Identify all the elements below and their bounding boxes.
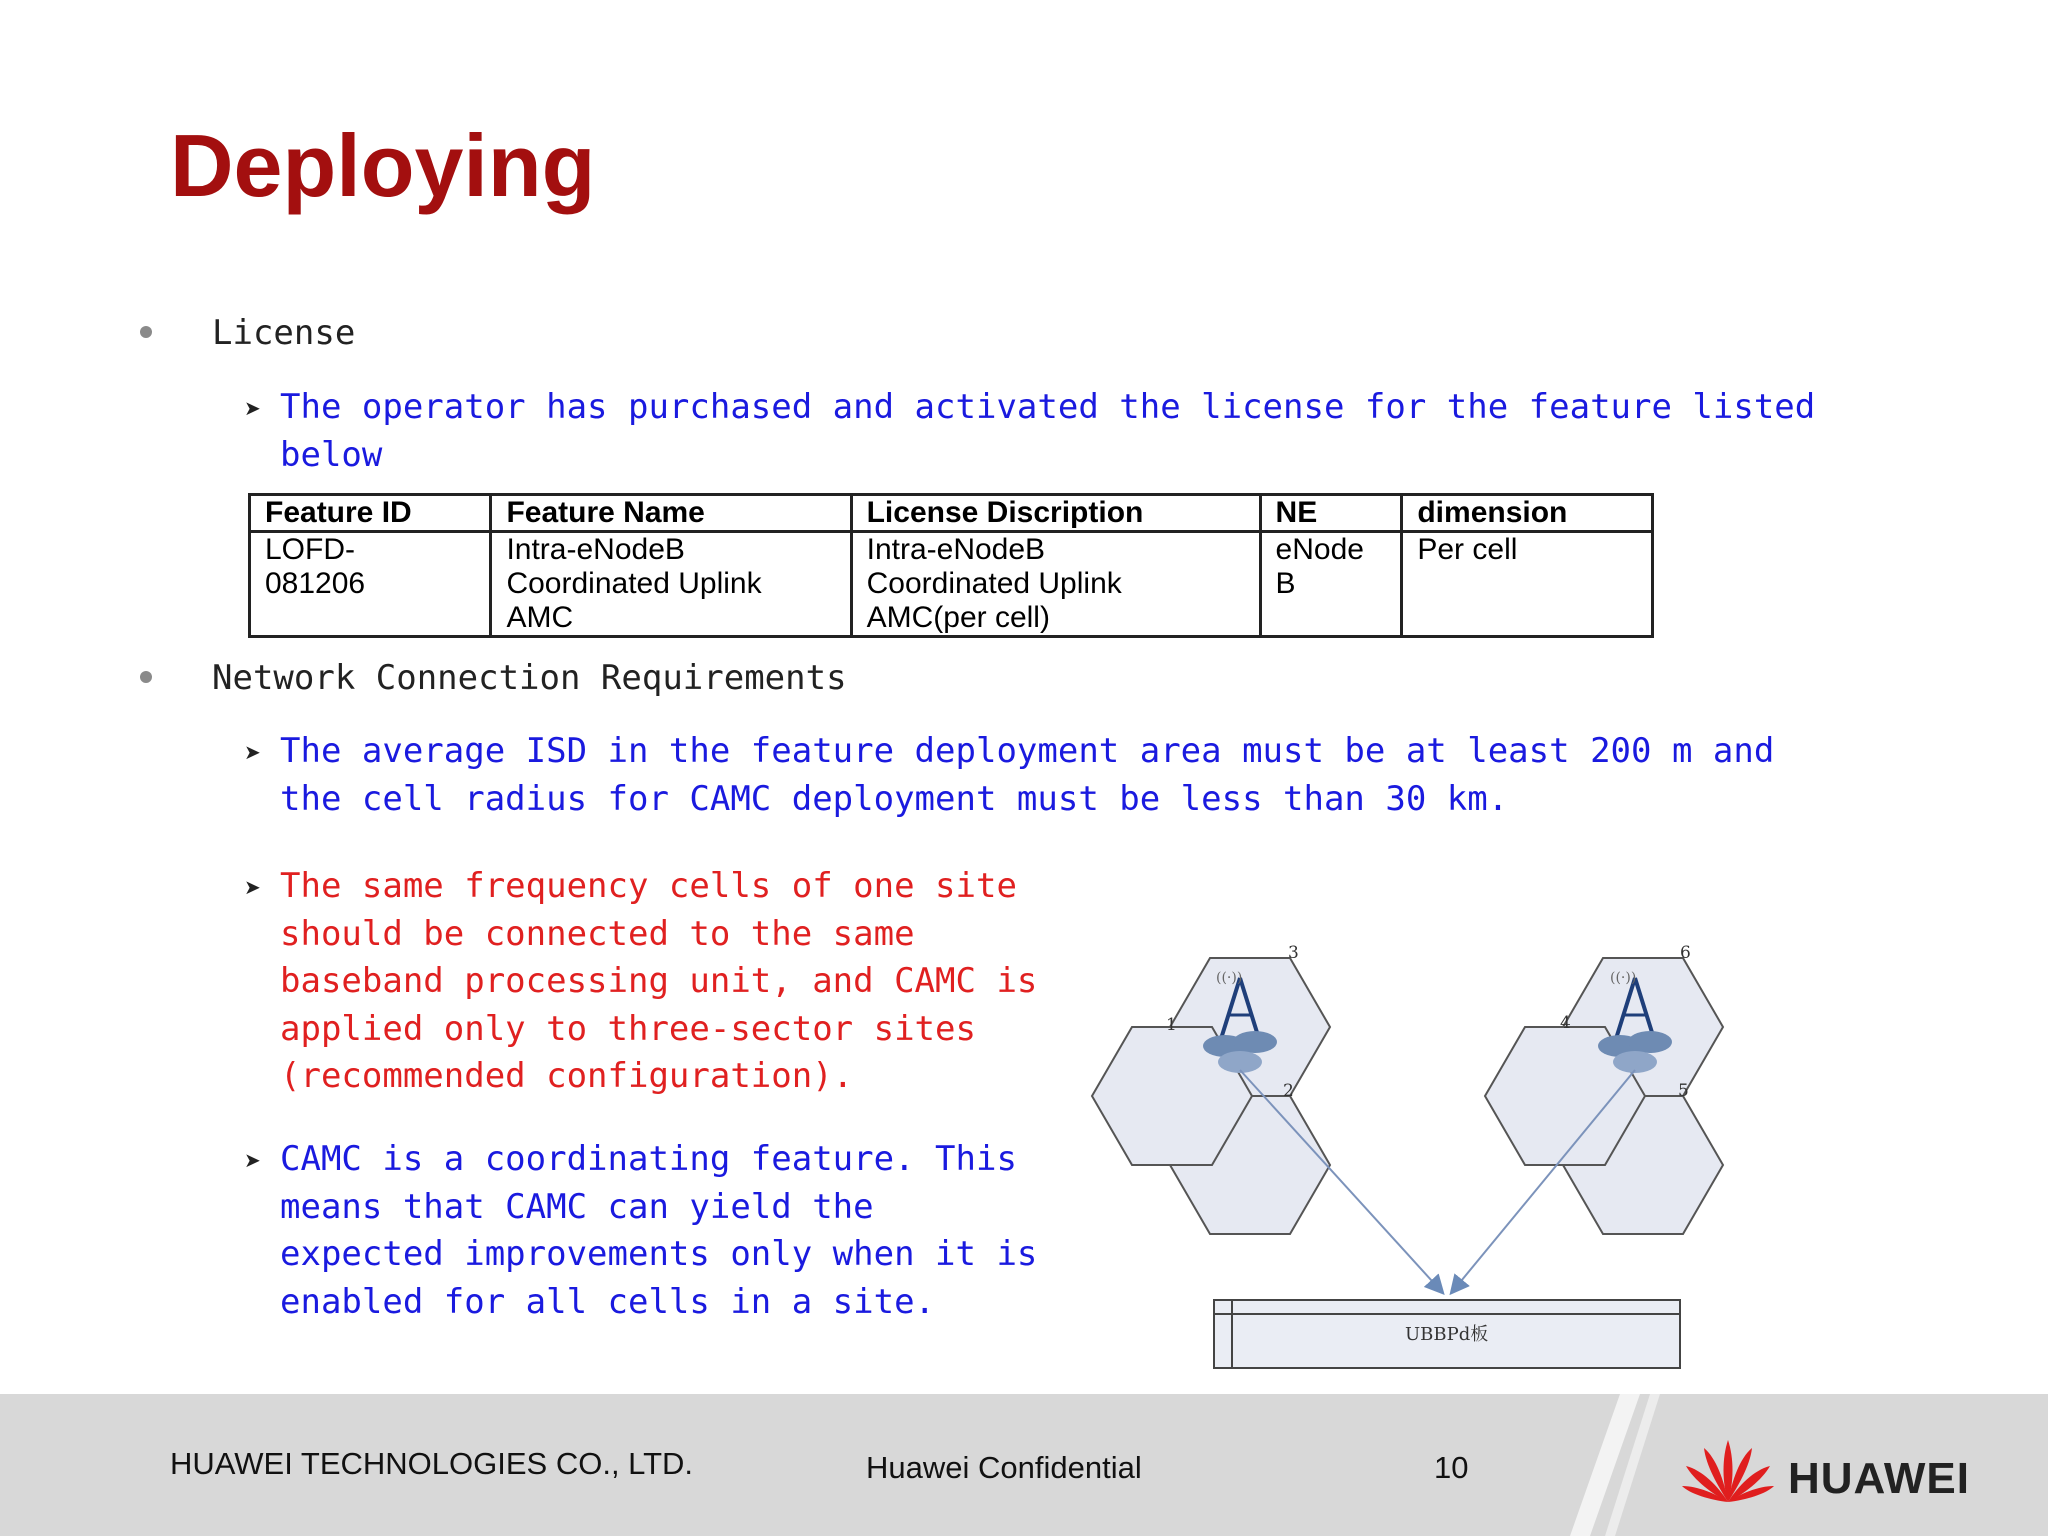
- cell-line: AMC: [506, 601, 574, 634]
- text-line: the cell radius for CAMC deployment must be less than 30 km.: [280, 778, 1509, 819]
- license-intro: [244, 384, 1815, 479]
- cell-line: 081206: [265, 567, 366, 600]
- bullet-label: License: [212, 313, 356, 353]
- cell-feature-name: [491, 532, 851, 637]
- text-line: should be connected to the same: [280, 913, 915, 954]
- network-point-text: [280, 863, 1037, 1101]
- text-line: means that CAMC can yield the: [280, 1186, 874, 1227]
- cell-line: B: [1275, 567, 1296, 600]
- arrow-bullet-icon: ➤: [244, 740, 261, 764]
- header-feature-id: Feature ID: [250, 495, 491, 532]
- text-line: The operator has purchased and activated the license for the feature listed: [280, 387, 1816, 427]
- text-line: expected improvements only when it is: [280, 1234, 1038, 1274]
- camc-site-diagram: [1080, 870, 1780, 1378]
- cell-line: Coordinated Uplink: [506, 567, 762, 600]
- cell-label-3: 3: [1288, 943, 1299, 963]
- text-line: The average ISD in the feature deployment area must be at least 200 m and: [280, 731, 1775, 771]
- network-point-text: [280, 728, 1774, 823]
- cell-line: AMC(per cell): [866, 601, 1050, 634]
- footer: [0, 1394, 2048, 1536]
- bullet-license: [140, 310, 355, 356]
- cell-line: Coordinated Uplink: [866, 567, 1122, 600]
- network-point-coordinating: [244, 1136, 1037, 1326]
- header-dimension: dimension: [1402, 495, 1653, 532]
- cell-line: Intra-eNodeB: [506, 533, 685, 566]
- header-license-description: License Discription: [851, 495, 1260, 532]
- network-point-text: [280, 1136, 1037, 1326]
- cell-line: eNode: [1275, 533, 1364, 566]
- license-table: [248, 493, 1654, 638]
- text-line: applied only to three-sector sites: [280, 1008, 976, 1049]
- arrow-bullet-icon: ➤: [244, 1148, 261, 1172]
- text-line: baseband processing unit, and CAMC is: [280, 961, 1038, 1001]
- bullet-network: [140, 655, 847, 701]
- cell-label-6: 6: [1680, 943, 1691, 963]
- table-header-row: [250, 495, 1653, 532]
- table-row: [250, 532, 1653, 637]
- bullet-dot-icon: [140, 326, 152, 338]
- cell-label-4: 4: [1560, 1013, 1571, 1033]
- cell-line: Intra-eNodeB: [866, 533, 1046, 566]
- license-intro-text: [280, 384, 1815, 479]
- arrow-bullet-icon: ➤: [244, 396, 261, 420]
- footer-swoosh-icon: [1560, 1394, 1680, 1536]
- cell-label-2: 2: [1283, 1081, 1294, 1101]
- cell-label-1: 1: [1166, 1015, 1177, 1035]
- signal-glyph: ((·)): [1216, 970, 1243, 986]
- huawei-logo-icon: [1680, 1430, 1776, 1510]
- cell-feature-id: [250, 532, 491, 637]
- page-number: 10: [1434, 1450, 1469, 1485]
- signal-glyph: ((·)): [1610, 970, 1637, 986]
- network-point-baseband: [244, 863, 1037, 1101]
- text-line: enabled for all cells in a site.: [280, 1281, 936, 1322]
- page-title: Deploying: [170, 116, 596, 215]
- network-point-isd: [244, 728, 1774, 823]
- text-line: CAMC is a coordinating feature. This: [280, 1139, 1017, 1179]
- board-label: UBBPd板: [1405, 1324, 1489, 1345]
- cell-label-5: 5: [1678, 1081, 1689, 1101]
- header-ne: NE: [1260, 495, 1402, 532]
- footer-confidential: Huawei Confidential: [866, 1450, 1142, 1485]
- footer-company: HUAWEI TECHNOLOGIES CO., LTD.: [170, 1446, 694, 1481]
- cell-ne: [1260, 532, 1402, 637]
- text-line: (recommended configuration).: [280, 1056, 854, 1096]
- arrow-bullet-icon: ➤: [244, 875, 261, 899]
- cell-line: LOFD-: [265, 533, 355, 566]
- cell-license-description: [851, 532, 1260, 637]
- cell-dimension: [1402, 532, 1653, 637]
- bullet-dot-icon: [140, 671, 152, 683]
- cell-line: Per cell: [1417, 533, 1518, 566]
- header-feature-name: Feature Name: [491, 495, 851, 532]
- text-line: The same frequency cells of one site: [280, 866, 1017, 906]
- bullet-label: Network Connection Requirements: [212, 658, 847, 698]
- huawei-brand-text: HUAWEI: [1788, 1454, 1970, 1503]
- text-line: below: [280, 434, 383, 475]
